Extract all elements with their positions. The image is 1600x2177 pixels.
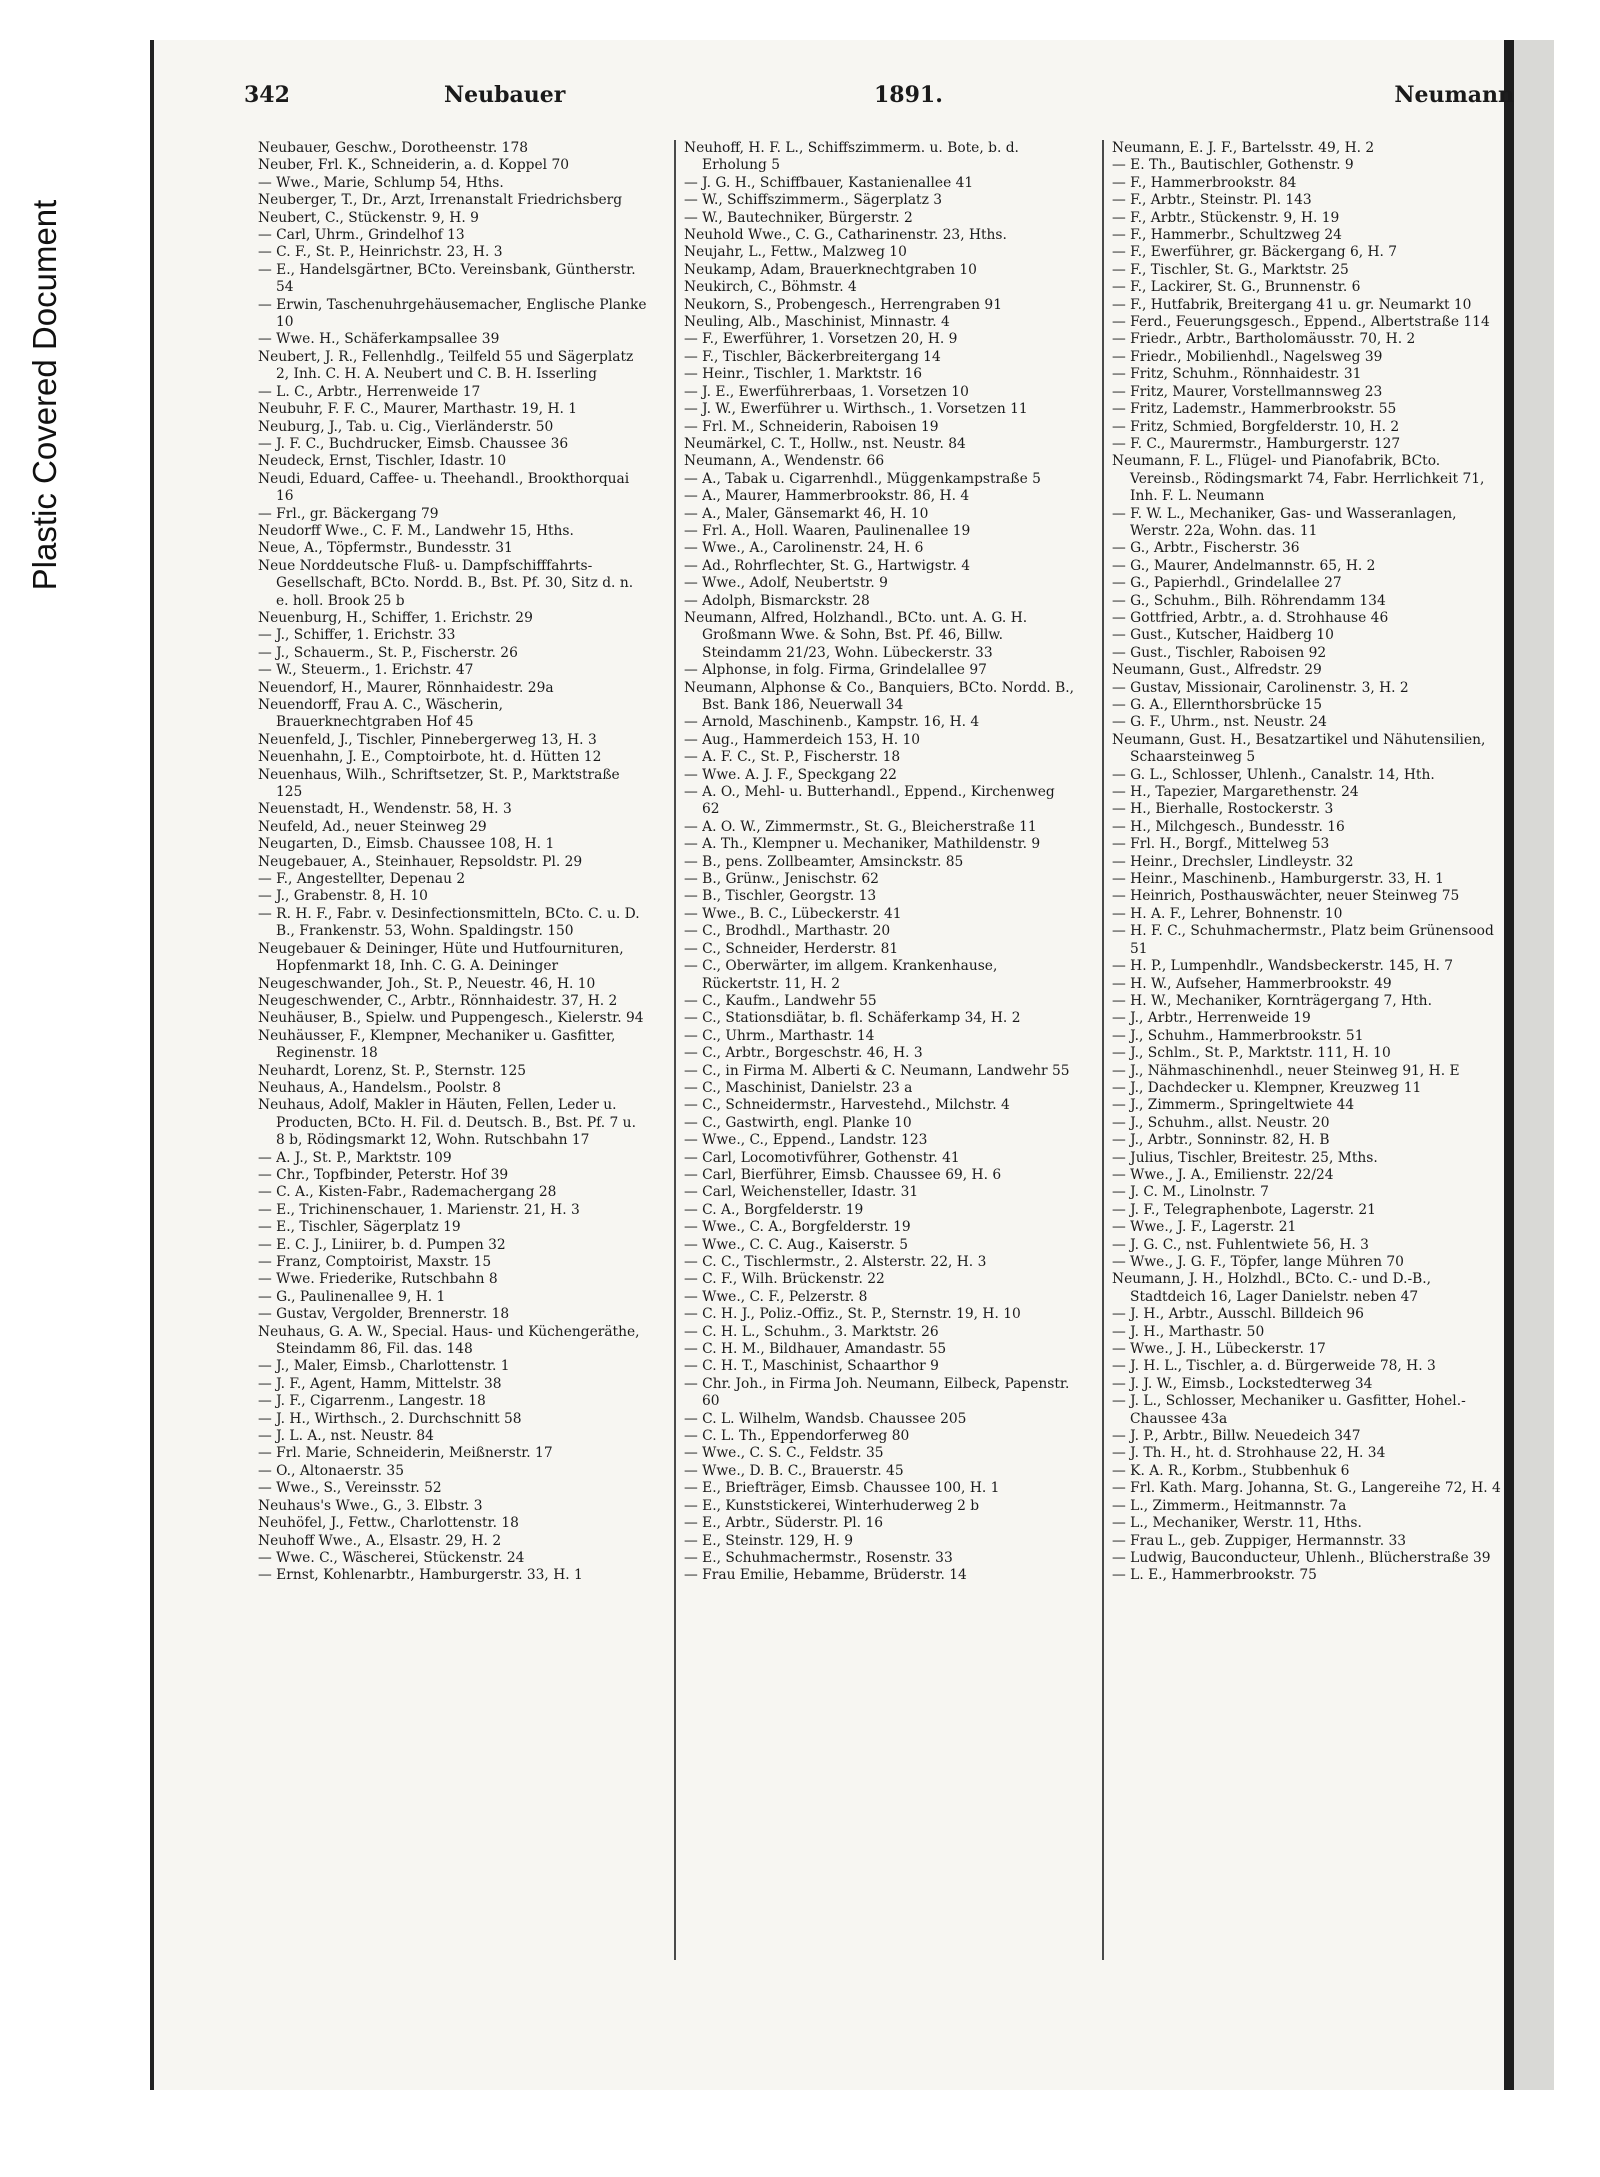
directory-entry: — O., Altonaerstr. 35 [258,1462,404,1479]
directory-entry: Neumann, A., Wendenstr. 66 [684,453,885,470]
directory-entry: — C. H. M., Bildhauer, Amandastr. 55 [684,1341,947,1358]
directory-entry: — Wwe. H., Schäferkampsallee 39 [258,331,500,348]
directory-entry: — J., Dachdecker u. Klempner, Kreuzweg 11 [1112,1079,1422,1096]
directory-entry: — J., Nähmaschinenhdl., neuer Steinweg 91, H. E [1112,1062,1460,1079]
directory-entry: — Frl. M., Schneiderin, Raboisen 19 [684,418,939,435]
directory-entry: — B., Tischler, Georgstr. 13 [684,888,877,905]
directory-entry: — J. L., Schlosser, Mechaniker u. Gasfitter, Hohel.-Chaussee 43a [1112,1393,1466,1427]
directory-entry: — C., Schneidermstr., Harvestehd., Milchstr. 4 [684,1097,1010,1114]
directory-entry: — J. W., Ewerführer u. Wirthsch., 1. Vorsetzen 11 [684,401,1028,418]
directory-entry: — J. F., Cigarrenm., Langestr. 18 [258,1393,486,1410]
directory-entry: — Ludwig, Bauconducteur, Uhlenh., Blücherstraße 39 [1112,1549,1491,1566]
directory-entry: Neuhäuser, B., Spielw. und Puppengesch., Kielerstr. 94 [258,1010,644,1027]
directory-entry: — J., Schuhm., Hammerbrookstr. 51 [1112,1027,1364,1044]
directory-entry: — Wwe., D. B. C., Brauerstr. 45 [684,1462,904,1479]
directory-entry: — Friedr., Arbtr., Bartholomäusstr. 70, H. 2 [1112,331,1416,348]
directory-entry: — Wwe., C. A., Borgfelderstr. 19 [684,1219,911,1236]
directory-entry: Neubauer, Geschw., Dorotheenstr. 178 [258,140,529,156]
directory-entry: — J. H., Marthastr. 50 [1112,1323,1265,1340]
directory-entry: — C. H. T., Maschinist, Schaarthor 9 [684,1358,939,1375]
directory-entry: — G., Schuhm., Bilh. Röhrendamm 134 [1112,592,1386,609]
directory-entry: — F., Ewerführer, gr. Bäckergang 6, H. 7 [1112,244,1398,261]
directory-entry: Neumann, F. L., Flügel- und Pianofabrik, BCto. Vereinsb., Rödingsmarkt 74, Fabr. Herrlichkeit 71, Inh. F. L. Neumann [1112,453,1485,505]
directory-entry: — Wwe., A., Carolinenstr. 24, H. 6 [684,540,924,557]
directory-entry: Neumärkel, C. T., Hollw., nst. Neustr. 84 [684,435,966,452]
directory-column-3 [1112,140,1502,1950]
directory-entry: — Fritz, Schuhm., Rönnhaidestr. 31 [1112,366,1362,383]
directory-entry: — W., Bautechniker, Bürgerstr. 2 [684,209,913,226]
directory-entry: — C., Schneider, Herderstr. 81 [684,940,899,957]
directory-entry: — C., Oberwärter, im allgem. Krankenhause, Rückertstr. 11, H. 2 [684,958,998,992]
directory-entry: — A. O. W., Zimmermstr., St. G., Bleicherstraße 11 [684,818,1037,835]
directory-entry: — C., Brodhdl., Marthastr. 20 [684,923,891,940]
right-catchword: Neumann [1394,82,1514,108]
directory-entry: — A., Maler, Gänsemarkt 46, H. 10 [684,505,929,522]
directory-entry: — C. H. L., Schuhm., 3. Marktstr. 26 [684,1323,939,1340]
directory-entry: — H., Bierhalle, Rostockerstr. 3 [1112,801,1334,818]
directory-entry: — G. F., Uhrm., nst. Neustr. 24 [1112,714,1327,731]
directory-entry: — Frl. Marie, Schneiderin, Meißnerstr. 17 [258,1445,553,1462]
directory-entry: — Wwe., C. F., Pelzerstr. 8 [684,1288,868,1305]
directory-entry: Neuenburg, H., Schiffer, 1. Erichstr. 29 [258,609,533,626]
directory-entry: — J. C. M., Linolnstr. 7 [1112,1184,1269,1201]
side-label-text: Plastic Covered Document [26,199,63,591]
directory-entry: — Carl, Bierführer, Eimsb. Chaussee 69, H. 6 [684,1166,1002,1183]
directory-entry: — H. A. F., Lehrer, Bohnenstr. 10 [1112,905,1343,922]
directory-entry: Neuhöfel, J., Fettw., Charlottenstr. 18 [258,1515,519,1532]
directory-entry: Neuhaus's Wwe., G., 3. Elbstr. 3 [258,1497,483,1514]
directory-entry: — J. G. C., nst. Fuhlentwiete 56, H. 3 [1112,1236,1369,1253]
directory-entry: Neuhoff Wwe., A., Elsastr. 29, H. 2 [258,1532,502,1549]
directory-entry: — Gust., Tischler, Raboisen 92 [1112,644,1327,661]
directory-entry: — W., Steuerm., 1. Erichstr. 47 [258,662,474,679]
directory-entry: — J. H. L., Tischler, a. d. Bürgerweide 78, H. 3 [1112,1358,1436,1375]
page-number: 342 [244,82,290,108]
directory-entry: — G. A., Ellernthorsbrücke 15 [1112,697,1323,713]
directory-entry: Neugebauer & Deininger, Hüte und Hutfournituren, Hopfenmarkt 18, Inh. C. G. A. Deininger [258,940,624,975]
directory-entry: — G., Paulinenallee 9, H. 1 [258,1288,446,1305]
directory-entry: Neukorn, S., Probengesch., Herrengraben 91 [684,296,1002,313]
directory-entry: — J., Zimmerm., Springeltwiete 44 [1112,1097,1355,1114]
directory-entry: — Chr., Topfbinder, Peterstr. Hof 39 [258,1166,509,1183]
directory-entry: Neuenhahn, J. E., Comptoirbote, ht. d. Hütten 12 [258,749,602,766]
directory-entry: — Gottfried, Arbtr., a. d. Strohhause 46 [1112,609,1389,626]
directory-entry: — Erwin, Taschenuhrgehäusemacher, Englische Planke 10 [258,296,647,331]
directory-entry: — H. F. C., Schuhmachermstr., Platz beim Grünensood 51 [1112,923,1494,957]
directory-entry: — Wwe., J. A., Emilienstr. 22/24 [1112,1166,1334,1183]
directory-entry: — Wwe. Friederike, Rutschbahn 8 [258,1271,498,1288]
directory-entry: — J. E., Ewerführerbaas, 1. Vorsetzen 10 [684,383,969,400]
directory-entry: Neuenstadt, H., Wendenstr. 58, H. 3 [258,801,512,818]
directory-entry: — F., Lackirer, St. G., Brunnenstr. 6 [1112,279,1361,296]
directory-entry: Neumann, Alfred, Holzhandl., BCto. unt. A. G. H. Großmann Wwe. & Sohn, Bst. Pf. 46, Billw. Steindamm 21/23, Wohn. Lübeckerstr. 33 [684,609,1028,661]
directory-entry: Neuhold Wwe., C. G., Catharinenstr. 23, Hths. [684,227,1007,244]
directory-entry: — A. J., St. P., Marktstr. 109 [258,1149,452,1166]
directory-entry: — Gust., Kutscher, Haidberg 10 [1112,627,1334,644]
directory-entry: Neue Norddeutsche Fluß- u. Dampfschifffahrts-Gesellschaft, BCto. Nordd. B., Bst. Pf. 30, Sitz d. n. e. holl. Brook 25 b [258,557,634,609]
directory-entry: Neubuhr, F. F. C., Maurer, Marthastr. 19, H. 1 [258,401,578,418]
column-divider [674,140,676,1960]
directory-entry: Neuhäusser, F., Klempner, Mechaniker u. Gasfitter, Reginenstr. 18 [258,1027,616,1062]
directory-entry: — E., Steinstr. 129, H. 9 [684,1532,854,1549]
directory-entry: — C. H. J., Poliz.-Offiz., St. P., Sternstr. 19, H. 10 [684,1306,1021,1323]
directory-entry: — J., Grabenstr. 8, H. 10 [258,888,428,905]
directory-entry: — C. L. Th., Eppendorferweg 80 [684,1428,910,1445]
directory-entry: — Heinr., Maschinenb., Hamburgerstr. 33, H. 1 [1112,871,1444,888]
directory-entry: — Adolph, Bismarckstr. 28 [684,592,870,609]
directory-entry: Neuhaus, Adolf, Makler in Häuten, Fellen, Leder u. Producten, BCto. H. Fil. d. Deutsch. B., Bst. Pf. 7 u. 8 b, Rödingsmarkt 12, Wohn. Rutschbahn 17 [258,1097,636,1149]
directory-entry: — Wwe., J. H., Lübeckerstr. 17 [1112,1341,1326,1358]
directory-entry: — C., Arbtr., Borgeschstr. 46, H. 3 [684,1045,923,1062]
directory-entry: — H., Tapezier, Margarethenstr. 24 [1112,784,1359,801]
directory-entry: — J., Schlm., St. P., Marktstr. 111, H. 10 [1112,1045,1391,1062]
directory-entry: — Wwe., C. C. Aug., Kaiserstr. 5 [684,1236,909,1253]
directory-entry: — Wwe. A. J. F., Speckgang 22 [684,766,897,783]
directory-entry: — J. G. H., Schiffbauer, Kastanienallee 41 [684,174,974,191]
directory-entry: — G., Maurer, Andelmannstr. 65, H. 2 [1112,557,1376,574]
directory-entry: Neuling, Alb., Maschinist, Minnastr. 4 [684,314,950,331]
directory-entry: — J. F., Agent, Hamm, Mittelstr. 38 [258,1375,502,1392]
directory-entry: — F., Arbtr., Steinstr. Pl. 143 [1112,192,1312,209]
directory-entry: — Franz, Comptoirist, Maxstr. 15 [258,1254,492,1270]
directory-entry: — F., Tischler, Bäckerbreitergang 14 [684,348,941,365]
directory-entry: — B., Grünw., Jenischstr. 62 [684,871,879,888]
year-heading: 1891. [874,82,943,108]
directory-entry: Neuhoff, H. F. L., Schiffszimmerm. u. Bote, b. d. Erholung 5 [684,140,1019,174]
directory-entry: Neugeschwander, Joh., St. P., Neuestr. 46, H. 10 [258,975,596,992]
directory-entry: Neugarten, D., Eimsb. Chaussee 108, H. 1 [258,836,555,853]
directory-entry: — Friedr., Mobilienhdl., Nagelsweg 39 [1112,348,1383,365]
directory-entry: Neuhaus, G. A. W., Special. Haus- und Küchengeräthe, Steindamm 86, Fil. das. 148 [258,1323,640,1358]
directory-entry: — C., in Firma M. Alberti & C. Neumann, Landwehr 55 [684,1062,1070,1079]
directory-entry: — A., Tabak u. Cigarrenhdl., Müggenkampstraße 5 [684,470,1041,487]
directory-entry: — J., Maler, Eimsb., Charlottenstr. 1 [258,1358,510,1375]
directory-entry: — Ad., Rohrflechter, St. G., Hartwigstr. 4 [684,557,971,574]
directory-entry: — Carl, Uhrm., Grindelhof 13 [258,227,465,244]
directory-entry: — Fritz, Schmied, Borgfelderstr. 10, H. 2 [1112,418,1400,435]
directory-entry: — C. L. Wilhelm, Wandsb. Chaussee 205 [684,1410,967,1427]
directory-entry: Neuhaus, A., Handelsm., Poolstr. 8 [258,1079,501,1096]
directory-entry: — L., Zimmerm., Heitmannstr. 7a [1112,1497,1347,1514]
side-label [10,95,80,695]
directory-entry: — G., Arbtr., Fischerstr. 36 [1112,540,1300,557]
directory-entry: — F. W. L., Mechaniker, Gas- und Wasseranlagen, Werstr. 22a, Wohn. das. 11 [1112,505,1457,539]
directory-entry: — E., Schuhmachermstr., Rosenstr. 33 [684,1549,953,1566]
directory-entry: — Wwe., J. G. F., Töpfer, lange Mühren 70 [1112,1254,1404,1270]
directory-entry: Neujahr, L., Fettw., Malzweg 10 [684,244,907,261]
directory-entry: — Aug., Hammerdeich 153, H. 10 [684,731,921,748]
page-header [154,82,1514,122]
directory-entry: — H., Milchgesch., Bundesstr. 16 [1112,818,1345,835]
directory-entry: — J., Schuhm., allst. Neustr. 20 [1112,1114,1330,1131]
directory-entry: — E., Handelsgärtner, BCto. Vereinsbank, Güntherstr. 54 [258,261,636,296]
directory-entry: — C., Kaufm., Landwehr 55 [684,992,877,1009]
directory-entry: — J. H., Wirthsch., 2. Durchschnitt 58 [258,1410,522,1427]
directory-entry: — Heinr., Tischler, 1. Marktstr. 16 [684,366,923,383]
directory-entry: — Carl, Weichensteller, Idastr. 31 [684,1184,919,1201]
directory-entry: — F., Hammerbrookstr. 84 [1112,174,1297,191]
directory-entry: — C. A., Borgfelderstr. 19 [684,1201,864,1218]
scanned-page [150,40,1554,2090]
directory-entry: Neufeld, Ad., neuer Steinweg 29 [258,818,487,835]
directory-entry: — K. A. R., Korbm., Stubbenhuk 6 [1112,1462,1350,1479]
directory-entry: Neuendorff, Frau A. C., Wäscherin, Brauerknechtgraben Hof 45 [258,697,503,731]
directory-entry: — G. L., Schlosser, Uhlenh., Canalstr. 14, Hth. [1112,766,1435,783]
directory-entry: — J. F. C., Buchdrucker, Eimsb. Chaussee 36 [258,435,569,452]
directory-entry: Neumann, J. H., Holzhdl., BCto. C.- und D.-B., Stadtdeich 16, Lager Danielstr. neben 47 [1112,1271,1432,1305]
directory-entry: — Fritz, Lademstr., Hammerbrookstr. 55 [1112,401,1397,418]
directory-entry: — F., Hutfabrik, Breitergang 41 u. gr. Neumarkt 10 [1112,296,1472,313]
directory-entry: — Wwe., C. S. C., Feldstr. 35 [684,1445,884,1462]
directory-entry: — Frau L., geb. Zuppiger, Hermannstr. 33 [1112,1532,1407,1549]
directory-entry: Neudeck, Ernst, Tischler, Idastr. 10 [258,453,507,470]
directory-entry: — E., Briefträger, Eimsb. Chaussee 100, H. 1 [684,1480,1000,1497]
directory-entry: — F., Angestellter, Depenau 2 [258,871,466,888]
directory-entry: — A. F. C., St. P., Fischerstr. 18 [684,749,901,766]
directory-entry: Neudorff Wwe., C. F. M., Landwehr 15, Hths. [258,522,574,539]
directory-entry: Neuburg, J., Tab. u. Cig., Vierländerstr. 50 [258,418,554,435]
directory-entry: — C., Uhrm., Marthastr. 14 [684,1027,875,1044]
directory-entry: — Frl. A., Holl. Waaren, Paulinenallee 19 [684,522,971,539]
directory-entry: — Wwe., Marie, Schlump 54, Hths. [258,174,504,191]
directory-entry: — E., Tischler, Sägerplatz 19 [258,1219,461,1236]
directory-entry: — C. C., Tischlermstr., 2. Alsterstr. 22, H. 3 [684,1254,987,1270]
directory-entry: — F., Hammerbr., Schultzweg 24 [1112,227,1342,244]
directory-entry: — J., Arbtr., Sonninstr. 82, H. B [1112,1132,1330,1149]
directory-entry: Neukamp, Adam, Brauerknechtgraben 10 [684,261,977,278]
directory-entry: — H. P., Lumpenhdlr., Wandsbeckerstr. 145, H. 7 [1112,958,1454,975]
directory-entry: — E., Kunststickerei, Winterhuderweg 2 b [684,1497,980,1514]
directory-entry: Neuendorf, H., Maurer, Rönnhaidestr. 29a [258,679,554,696]
directory-entry: — Wwe., C., Eppend., Landstr. 123 [684,1132,928,1149]
column-divider [1102,140,1104,1960]
directory-entry: Neugebauer, A., Steinhauer, Repsoldstr. Pl. 29 [258,853,583,870]
directory-entry: — E., Arbtr., Süderstr. Pl. 16 [684,1515,884,1532]
directory-entry: — J., Arbtr., Herrenweide 19 [1112,1010,1311,1027]
directory-entry: — Frl., gr. Bäckergang 79 [258,505,439,522]
page-edge [1504,40,1514,2090]
directory-entry: — Julius, Tischler, Breitestr. 25, Mths. [1112,1149,1378,1166]
directory-entry: Neue, A., Töpfermstr., Bundesstr. 31 [258,540,513,557]
directory-entry: — Alphonse, in folg. Firma, Grindelallee 97 [684,662,987,679]
directory-entry: — C. A., Kisten-Fabr., Rademachergang 28 [258,1184,557,1201]
directory-entry: Neubert, C., Stückenstr. 9, H. 9 [258,209,479,226]
directory-entry: — Wwe., B. C., Lübeckerstr. 41 [684,905,902,922]
directory-entry: — E., Trichinenschauer, 1. Marienstr. 21, H. 3 [258,1201,580,1218]
directory-entry: — L. C., Arbtr., Herrenweide 17 [258,383,481,400]
directory-entry: — E. Th., Bautischler, Gothenstr. 9 [1112,157,1354,174]
directory-entry: — Chr. Joh., in Firma Joh. Neumann, Eilbeck, Papenstr. 60 [684,1375,1070,1410]
directory-column-2 [684,140,1074,1950]
directory-entry: — Frl. H., Borgf., Mittelweg 53 [1112,836,1330,853]
directory-entry: — J. F., Telegraphenbote, Lagerstr. 21 [1112,1201,1376,1218]
directory-entry: — Heinr., Drechsler, Lindleystr. 32 [1112,853,1354,870]
directory-entry: Neuberger, T., Dr., Arzt, Irrenanstalt Friedrichsberg [258,192,623,209]
directory-entry: — C., Gastwirth, engl. Planke 10 [684,1114,912,1131]
directory-entry: — R. H. F., Fabr. v. Desinfectionsmitteln, BCto. C. u. D. B., Frankenstr. 53, Wohn. Spaldingstr. 150 [258,905,640,940]
directory-entry: — J. L. A., nst. Neustr. 84 [258,1428,434,1445]
page-gutter [1514,40,1554,2090]
directory-entry: — Frau Emilie, Hebamme, Brüderstr. 14 [684,1567,967,1584]
directory-entry: — G., Papierhdl., Grindelallee 27 [1112,575,1342,592]
left-catchword: Neubauer [444,82,566,108]
directory-entry: Neugeschwender, C., Arbtr., Rönnhaidestr. 37, H. 2 [258,992,618,1009]
directory-entry: — B., pens. Zollbeamter, Amsinckstr. 85 [684,853,964,870]
directory-entry: — Wwe. C., Wäscherei, Stückenstr. 24 [258,1549,525,1566]
directory-entry: Neuber, Frl. K., Schneiderin, a. d. Koppel 70 [258,157,570,174]
directory-entry: — E. C. J., Liniirer, b. d. Pumpen 32 [258,1236,506,1253]
directory-entry: — F., Tischler, St. G., Marktstr. 25 [1112,261,1349,278]
directory-entry: — Gustav, Vergolder, Brennerstr. 18 [258,1306,510,1323]
directory-entry: Neudi, Eduard, Caffee- u. Theehandl., Brookthorquai 16 [258,470,630,505]
directory-entry: — H. W., Mechaniker, Kornträgergang 7, Hth. [1112,992,1432,1009]
directory-column-1 [258,140,648,1950]
directory-entry: — W., Schiffszimmerm., Sägerplatz 3 [684,192,943,209]
directory-entry: — H. W., Aufseher, Hammerbrookstr. 49 [1112,975,1392,992]
directory-entry: — C., Stationsdiätar, b. fl. Schäferkamp 34, H. 2 [684,1010,1021,1027]
directory-entry: — C. F., St. P., Heinrichstr. 23, H. 3 [258,244,503,261]
directory-entry: — J. J. W., Eimsb., Lockstedterweg 34 [1112,1375,1373,1392]
directory-entry: — Fritz, Maurer, Vorstellmannsweg 23 [1112,383,1383,400]
directory-entry: — Carl, Locomotivführer, Gothenstr. 41 [684,1149,960,1166]
directory-entry: — L. E., Hammerbrookstr. 75 [1112,1567,1317,1584]
directory-entry: Neumann, Alphonse & Co., Banquiers, BCto. Nordd. B., Bst. Bank 186, Neuerwall 34 [684,679,1074,713]
directory-entry: — Ernst, Kohlenarbtr., Hamburgerstr. 33, H. 1 [258,1567,583,1584]
directory-entry: — J. Th. H., ht. d. Strohhause 22, H. 34 [1112,1445,1386,1462]
directory-entry: — C. F., Wilh. Brückenstr. 22 [684,1271,885,1288]
directory-entry: — L., Mechaniker, Werstr. 11, Hths. [1112,1515,1362,1532]
directory-entry: — F. C., Maurermstr., Hamburgerstr. 127 [1112,435,1401,452]
directory-entry: — J., Schiffer, 1. Erichstr. 33 [258,627,456,644]
directory-entry: — Wwe., Adolf, Neubertstr. 9 [684,575,888,592]
directory-entry: — C., Maschinist, Danielstr. 23 a [684,1079,913,1096]
directory-entry: — F., Arbtr., Stückenstr. 9, H. 19 [1112,209,1340,226]
directory-entry: Neuenhaus, Wilh., Schriftsetzer, St. P., Marktstraße 125 [258,766,620,801]
directory-entry: — J. H., Arbtr., Ausschl. Billdeich 96 [1112,1306,1364,1323]
directory-entry: — F., Ewerführer, 1. Vorsetzen 20, H. 9 [684,331,958,348]
directory-entry: Neuenfeld, J., Tischler, Pinnebergerweg 13, H. 3 [258,731,597,748]
directory-entry: Neumann, Gust. H., Besatzartikel und Nähutensilien, Schaarsteinweg 5 [1112,731,1486,766]
directory-entry: — Gustav, Missionair, Carolinenstr. 3, H. 2 [1112,679,1409,696]
directory-entry: — Wwe., J. F., Lagerstr. 21 [1112,1219,1297,1236]
directory-entry: — Wwe., S., Vereinsstr. 52 [258,1480,442,1497]
directory-entry: Neubert, J. R., Fellenhdlg., Teilfeld 55 und Sägerplatz 2, Inh. C. H. A. Neubert und C. B. H. Isserling [258,348,634,383]
directory-entry: — A., Maurer, Hammerbrookstr. 86, H. 4 [684,488,970,505]
directory-entry: — Frl. Kath. Marg. Johanna, St. G., Langereihe 72, H. 4 [1112,1480,1501,1497]
directory-entry: — J. P., Arbtr., Billw. Neuedeich 347 [1112,1428,1361,1445]
directory-entry: — J., Schauerm., St. P., Fischerstr. 26 [258,644,518,661]
directory-entry: — Heinrich, Posthauswächter, neuer Steinweg 75 [1112,888,1460,905]
directory-entry: — Ferd., Feuerungsgesch., Eppend., Albertstraße 114 [1112,314,1490,331]
directory-entry: Neumann, E. J. F., Bartelsstr. 49, H. 2 [1112,140,1375,156]
directory-entry: Neumann, Gust., Alfredstr. 29 [1112,662,1322,679]
directory-entry: — A. Th., Klempner u. Mechaniker, Mathildenstr. 9 [684,836,1041,853]
directory-entry: — Arnold, Maschinenb., Kampstr. 16, H. 4 [684,714,980,731]
directory-entry: Neukirch, C., Böhmstr. 4 [684,279,857,296]
directory-entry: Neuhardt, Lorenz, St. P., Sternstr. 125 [258,1062,526,1079]
directory-entry: — A. O., Mehl- u. Butterhandl., Eppend., Kirchenweg 62 [684,784,1055,818]
